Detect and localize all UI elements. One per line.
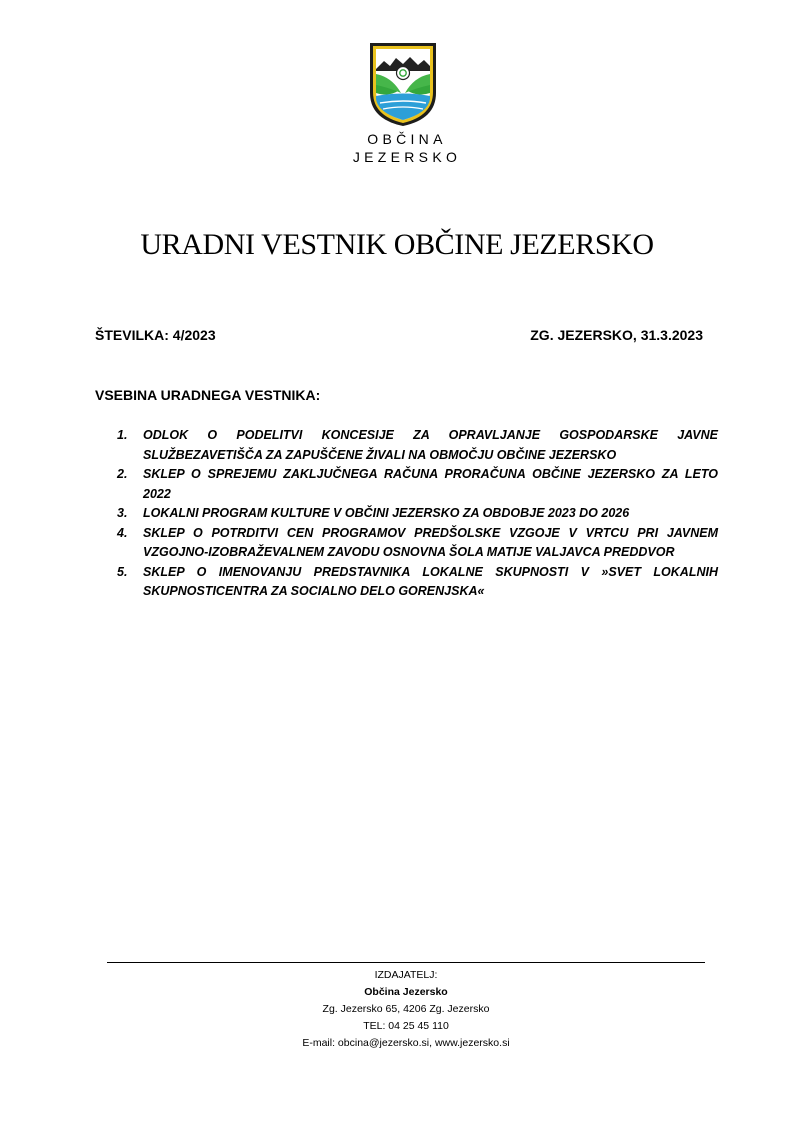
list-item-text: SKLEP O IMENOVANJU PREDSTAVNIKA LOKALNE SKUPNOSTI V »SVET LOKALNIH SKUPNOSTICENTRA ZA SOCIALNO DELO GORENJSKA« bbox=[143, 564, 718, 598]
publisher-phone: TEL: 04 25 45 110 bbox=[363, 1020, 449, 1032]
list-item-text: ODLOK O PODELITVI KONCESIJE ZA OPRAVLJANJE GOSPODARSKE JAVNE SLUŽBEZAVETIŠČA ZA ZAPUŠČENE ŽIVALI NA OBMOČJU OBČINE JEZERSKO bbox=[143, 428, 718, 462]
list-item-text: SKLEP O POTRDITVI CEN PROGRAMOV PREDŠOLSKE VZGOJE V VRTCU PRI JAVNEM VZGOJNO-IZOBRAŽEVALNEM ZAVODU OSNOVNA ŠOLA MATIJE VALJAVCA PREDDVOR bbox=[143, 525, 718, 559]
publisher-address: Zg. Jezersko 65, 4206 Zg. Jezersko bbox=[322, 1003, 490, 1015]
document-title: URADNI VESTNIK OBČINE JEZERSKO bbox=[140, 228, 654, 261]
list-item bbox=[117, 465, 718, 504]
list-item bbox=[117, 563, 718, 602]
contents-heading: VSEBINA URADNEGA VESTNIKA: bbox=[95, 387, 321, 403]
list-item-number: 3. bbox=[117, 506, 128, 520]
list-item-text: SKLEP O SPREJEMU ZAKLJUČNEGA RAČUNA PRORAČUNA OBČINE JEZERSKO ZA LETO 2022 bbox=[143, 467, 718, 501]
list-item-number: 5. bbox=[117, 564, 128, 579]
publisher-name: Občina Jezersko bbox=[364, 986, 448, 998]
coat-of-arms-icon bbox=[368, 41, 438, 127]
list-item bbox=[117, 504, 718, 524]
list-item-number: 1. bbox=[117, 428, 128, 442]
contents-list bbox=[117, 426, 718, 602]
publisher-contact: E-mail: obcina@jezersko.si, www.jezersko.si bbox=[302, 1037, 510, 1049]
publisher-footer bbox=[0, 967, 794, 1052]
list-item-text: LOKALNI PROGRAM KULTURE V OBČINI JEZERSKO ZA OBDOBJE 2023 DO 2026 bbox=[143, 506, 630, 520]
issue-number: ŠTEVILKA: 4/2023 bbox=[95, 327, 216, 343]
publisher-label: IZDAJATELJ: bbox=[374, 969, 438, 981]
footer-divider bbox=[107, 962, 705, 963]
list-item-number: 2. bbox=[117, 467, 128, 481]
list-item bbox=[117, 524, 718, 563]
issue-place-date: ZG. JEZERSKO, 31.3.2023 bbox=[530, 327, 703, 343]
list-item-number: 4. bbox=[117, 525, 128, 540]
list-item bbox=[117, 426, 718, 465]
municipality-name-line2: JEZERSKO bbox=[352, 149, 462, 165]
municipality-name-line1: OBČINA bbox=[367, 131, 447, 147]
